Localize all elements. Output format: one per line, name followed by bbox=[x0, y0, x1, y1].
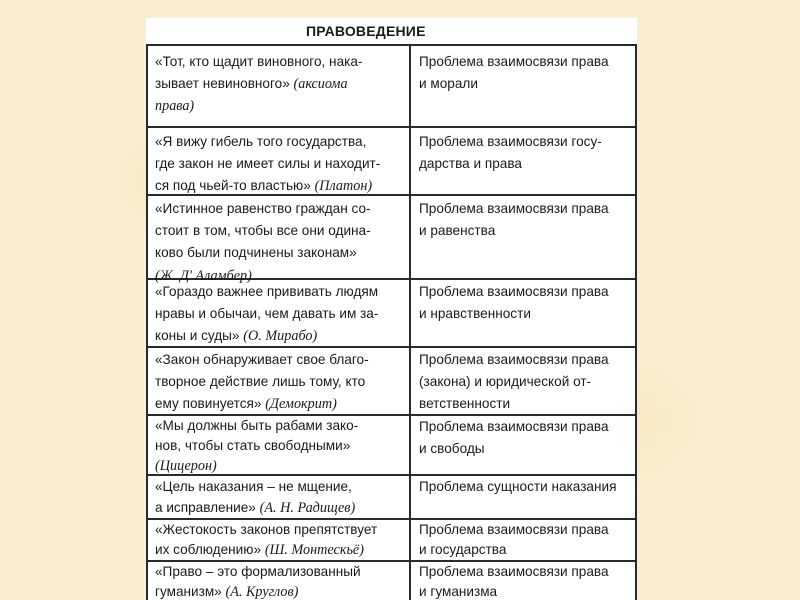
quote-line-with-author bbox=[155, 540, 409, 560]
problem-line: и нравственности bbox=[419, 306, 531, 322]
quote-line: а исправление» bbox=[155, 500, 256, 515]
quote-line: нравы и обычаи, чем давать им за- bbox=[155, 306, 379, 322]
problem-line: и равенства bbox=[419, 223, 496, 239]
table-row bbox=[146, 348, 637, 416]
problem-cell bbox=[411, 520, 637, 560]
problem-line: и морали bbox=[419, 76, 478, 92]
quote-line: гуманизм» bbox=[155, 584, 222, 599]
problem-cell bbox=[411, 416, 637, 474]
problem-line: и гуманизма bbox=[419, 584, 498, 599]
table-row bbox=[146, 562, 637, 600]
problem-cell bbox=[411, 44, 637, 126]
quote-cell bbox=[146, 520, 411, 560]
problem-cell bbox=[411, 196, 637, 278]
quote-line-with-author bbox=[155, 497, 409, 519]
problem-line: ветственности bbox=[419, 396, 511, 412]
quote-author: (А. Н. Радищев) bbox=[259, 500, 356, 516]
quote-line: «Жестокость законов препятствует bbox=[155, 522, 378, 537]
quote-cell bbox=[146, 476, 411, 518]
quote-line-with-author bbox=[155, 393, 409, 415]
quote-cell bbox=[146, 128, 411, 194]
quote-cell bbox=[146, 44, 411, 126]
quote-cell bbox=[146, 416, 411, 474]
problem-line: и свободы bbox=[419, 441, 485, 457]
quote-line: стоит в том, чтобы все они одина- bbox=[155, 223, 371, 239]
quote-line: ково были подчинены законам» bbox=[155, 245, 357, 261]
table-row bbox=[146, 196, 637, 284]
quote-line: зывает невиновного» bbox=[155, 76, 290, 92]
quote-author: права) bbox=[155, 98, 195, 115]
quote-line-with-author bbox=[155, 325, 409, 347]
problem-cell bbox=[411, 128, 637, 194]
problem-line: дарства и права bbox=[419, 156, 522, 172]
table-row bbox=[146, 44, 637, 128]
quote-line: «Гораздо важнее прививать людям bbox=[155, 284, 379, 299]
quote-line: где закон не имеет силы и находит- bbox=[155, 156, 381, 172]
quote-line: коны и суды» bbox=[155, 328, 240, 344]
quote-line: ся под чьей-то властью» bbox=[155, 178, 311, 194]
quote-line: «Закон обнаруживает свое благо- bbox=[155, 352, 369, 367]
quote-line: «Цель наказания – не мщение, bbox=[155, 479, 352, 494]
quote-author: (Демокрит) bbox=[265, 396, 337, 413]
quote-author: (аксиома bbox=[293, 76, 348, 93]
document-page bbox=[146, 18, 637, 600]
table-row bbox=[146, 416, 637, 476]
quote-line: «Тот, кто щадит виновного, нака- bbox=[155, 54, 363, 69]
problem-cell bbox=[411, 348, 637, 414]
problem-line: Проблема сущности наказания bbox=[419, 479, 617, 494]
problem-line: (закона) и юридической от- bbox=[419, 374, 592, 390]
page-title: ПРАВОВЕДЕНИЕ bbox=[306, 23, 426, 39]
quote-line: творное действие лишь тому, кто bbox=[155, 374, 366, 390]
quote-line-with-author bbox=[155, 73, 409, 95]
problem-line: и государства bbox=[419, 542, 507, 557]
problem-cell bbox=[411, 280, 637, 346]
quote-cell bbox=[146, 348, 411, 414]
problem-line: Проблема взаимосвязи права bbox=[419, 352, 609, 367]
problem-cell bbox=[411, 476, 637, 518]
quote-line: ему повинуется» bbox=[155, 396, 262, 412]
table-row bbox=[146, 128, 637, 196]
quote-cell bbox=[146, 562, 411, 600]
quote-line-with-author bbox=[155, 175, 409, 197]
quote-line: «Мы должны быть рабами зако- bbox=[155, 418, 359, 433]
problem-line: Проблема взаимосвязи госу- bbox=[419, 134, 602, 149]
quote-cell bbox=[146, 280, 411, 346]
quote-author: (Платон) bbox=[314, 178, 373, 195]
problem-line: Проблема взаимосвязи права bbox=[419, 201, 609, 216]
quote-author: (Ш. Монтескьё) bbox=[264, 542, 364, 558]
quote-author: (Ж. Д' Аламбер) bbox=[155, 267, 252, 284]
quote-line: их соблюдению» bbox=[155, 542, 262, 557]
quote-line: «Истинное равенство граждан со- bbox=[155, 201, 371, 216]
problem-line: Проблема взаимосвязи права bbox=[419, 419, 609, 434]
problem-cell bbox=[411, 562, 637, 600]
problem-line: Проблема взаимосвязи права bbox=[419, 564, 609, 579]
problem-line: Проблема взаимосвязи права bbox=[419, 284, 609, 299]
problem-line: Проблема взаимосвязи права bbox=[419, 54, 609, 69]
table-row bbox=[146, 520, 637, 562]
quote-line: «Я вижу гибель того государства, bbox=[155, 134, 367, 149]
quote-cell bbox=[146, 196, 411, 284]
table-row bbox=[146, 476, 637, 520]
quote-author: (О. Мирабо) bbox=[243, 328, 318, 345]
quote-line: нов, чтобы стать свободными» bbox=[155, 438, 351, 453]
quote-author: (Цицерон) bbox=[155, 458, 217, 474]
quote-line: «Право – это формализованный bbox=[155, 564, 361, 579]
quote-author: (А. Круглов) bbox=[225, 584, 299, 600]
table-row bbox=[146, 280, 637, 348]
title-row bbox=[146, 18, 637, 46]
quote-line-with-author bbox=[155, 582, 409, 600]
problem-line: Проблема взаимосвязи права bbox=[419, 522, 609, 537]
